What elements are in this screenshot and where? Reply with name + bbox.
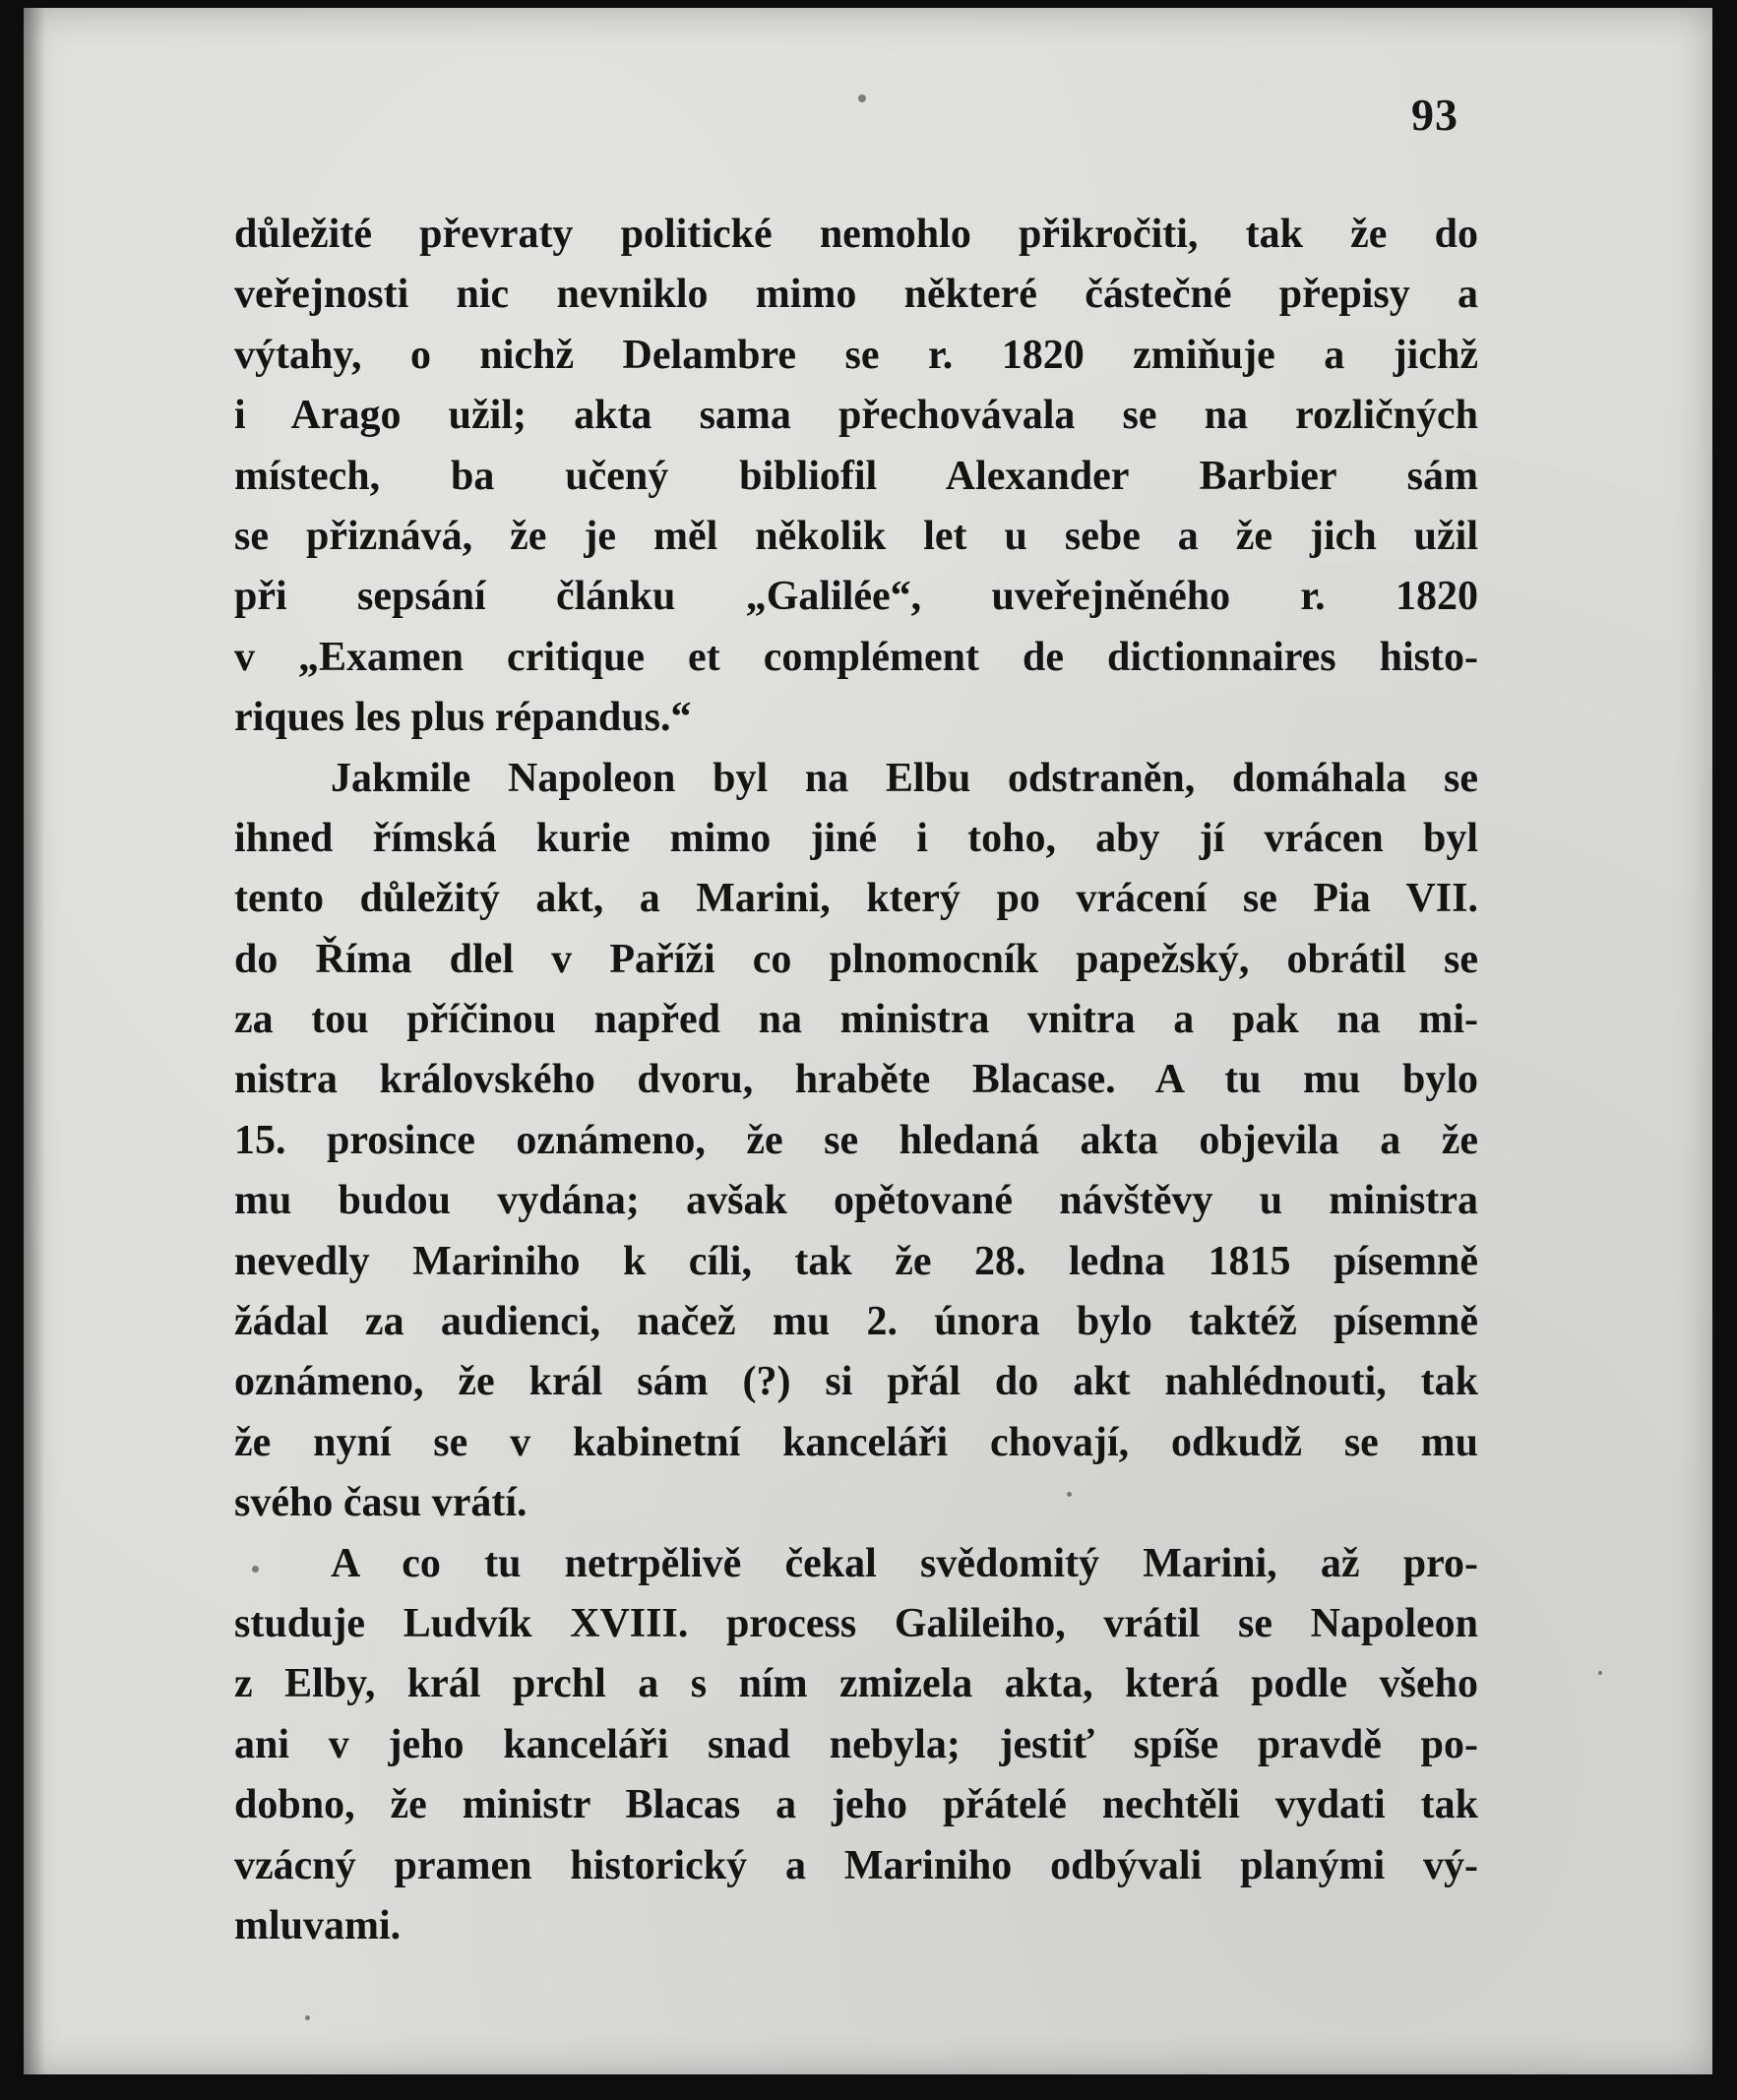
text-line: oznámeno, že král sám (?) si přál do akt nahlédnouti, tak xyxy=(234,1359,1478,1405)
text-line: studuje Ludvík XVIII. process Galileiho, vrátil se Napoleon xyxy=(234,1600,1478,1646)
text-line: 15. prosince oznámeno, že se hledaná akta objevila a že xyxy=(234,1117,1478,1163)
text-line: v „Examen critique et complément de dictionnaires histo- xyxy=(234,634,1478,680)
scan-speck xyxy=(858,94,866,102)
text-line: riques les plus répandus.“ xyxy=(234,695,692,741)
text-line: že nyní se v kabinetní kanceláři chovají, odkudž se mu xyxy=(234,1419,1478,1465)
text-line: Jakmile Napoleon byl na Elbu odstraněn, domáhala se xyxy=(331,755,1478,801)
page-number: 93 xyxy=(1411,90,1458,140)
text-line: mluvami. xyxy=(234,1902,402,1948)
body-text xyxy=(234,205,1478,1956)
text-line: výtahy, o nichž Delambre se r. 1820 zmiňuje a jichž xyxy=(234,332,1478,378)
text-line: důležité převraty politické nemohlo přikročiti, tak že do xyxy=(234,212,1478,257)
text-line: dobno, že ministr Blacas a jeho přátelé nechtěli vydati tak xyxy=(234,1782,1478,1828)
text-line: místech, ba učený bibliofil Alexander Barbier sám xyxy=(234,453,1478,499)
text-line: veřejnosti nic nevniklo mimo některé částečné přepisy a xyxy=(234,272,1478,318)
text-line: ihned římská kurie mimo jiné i toho, aby jí vrácen byl xyxy=(234,815,1478,861)
text-line: žádal za audienci, načež mu 2. února bylo taktéž písemně xyxy=(234,1299,1478,1345)
text-line: nevedly Mariniho k cíli, tak že 28. ledna 1815 písemně xyxy=(234,1238,1478,1284)
text-line: se přiznává, že je měl několik let u sebe a že jich užil xyxy=(234,513,1478,559)
text-line: svého času vrátí. xyxy=(234,1480,527,1526)
text-line: mu budou vydána; avšak opětované návštěvy u ministra xyxy=(234,1178,1478,1224)
text-line: při sepsání článku „Galilée“, uveřejněného r. 1820 xyxy=(234,574,1478,620)
scan-speck xyxy=(1067,1492,1072,1497)
scanned-page xyxy=(24,8,1712,2074)
scan-speck xyxy=(252,1566,259,1573)
text-line: vzácný pramen historický a Mariniho odbývali planými vý- xyxy=(234,1842,1478,1888)
text-line: do Říma dlel v Paříži co plnomocník papežský, obrátil se xyxy=(234,936,1478,982)
text-line: za tou příčinou napřed na ministra vnitra a pak na mi- xyxy=(234,997,1478,1043)
text-line: tento důležitý akt, a Marini, který po vrácení se Pia VII. xyxy=(234,876,1478,922)
text-line: ani v jeho kanceláři snad nebyla; jestiť spíše pravdě po- xyxy=(234,1721,1478,1767)
text-line: nistra královského dvoru, hraběte Blacase. A tu mu bylo xyxy=(234,1057,1478,1103)
binding-shadow xyxy=(24,8,45,2074)
scan-speck xyxy=(305,2015,310,2020)
text-line: A co tu netrpělivě čekal svědomitý Marini, až pro- xyxy=(331,1540,1478,1586)
text-line: i Arago užil; akta sama přechovávala se na rozličných xyxy=(234,393,1478,439)
text-line: z Elby, král prchl a s ním zmizela akta, která podle všeho xyxy=(234,1661,1478,1707)
scan-speck xyxy=(1598,1671,1602,1675)
